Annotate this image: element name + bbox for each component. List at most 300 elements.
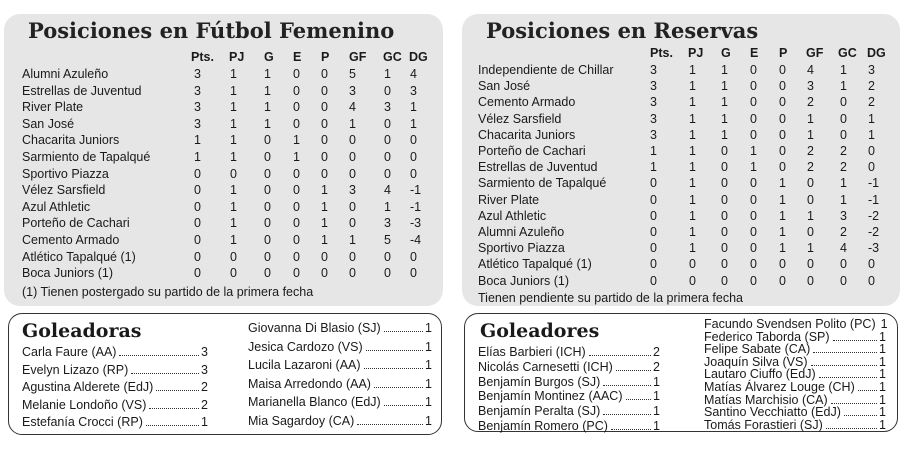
cell-p: 1	[779, 208, 786, 223]
cell-gc: 0	[840, 273, 847, 288]
header-pj: PJ	[229, 50, 245, 64]
cell-g: 0	[721, 241, 728, 256]
team-name: Cemento Armado	[478, 95, 576, 110]
cell-pj: 1	[230, 233, 237, 247]
scorer-goals: 2	[201, 380, 208, 394]
table-row	[0, 224, 910, 240]
cell-gf: 0	[349, 166, 356, 181]
dot-leader	[374, 387, 423, 388]
dot-leader	[384, 405, 423, 406]
scorer-goals: 2	[653, 359, 660, 374]
cell-pts: 0	[194, 233, 201, 247]
scorer-name: Marianella Blanco (EdJ)	[248, 395, 381, 409]
cell-p: 1	[779, 241, 786, 256]
cell-g: 0	[264, 249, 271, 264]
scorer-item	[248, 339, 432, 355]
scorer-name: Benjamín Burgos (SJ)	[478, 374, 601, 389]
cell-p: 0	[779, 257, 786, 272]
header-e: E	[750, 46, 759, 60]
cell-p: 0	[321, 166, 328, 181]
team-name: Estrellas de Juventud	[22, 83, 142, 98]
cell-gc: 4	[384, 183, 391, 198]
cell-g: 0	[721, 257, 728, 272]
cell-gf: 4	[807, 63, 814, 77]
scorer-name: Evelyn Lizazo (RP)	[22, 362, 129, 377]
team-name: Vélez Sarsfield	[22, 183, 106, 198]
table-row	[0, 143, 910, 159]
header-e: E	[293, 50, 302, 64]
cell-dg: -1	[868, 176, 880, 191]
reservas-header-row	[0, 46, 910, 62]
cell-p: 0	[779, 160, 786, 175]
cell-gf: 4	[349, 100, 356, 115]
cell-pts: 3	[650, 95, 657, 110]
cell-g: 1	[721, 95, 728, 110]
scorer-name: Tomás Forastieri (SJ)	[704, 417, 823, 432]
cell-pj: 1	[230, 133, 237, 148]
cell-dg: 0	[868, 160, 875, 175]
scorer-goals: 1	[653, 374, 660, 389]
scorer-item	[478, 388, 660, 404]
cell-pts: 0	[194, 183, 201, 198]
cell-pts: 0	[650, 225, 657, 239]
cell-e: 0	[293, 233, 300, 247]
scorer-name: Carla Faure (AA)	[22, 345, 117, 359]
cell-pj: 1	[689, 241, 696, 256]
table-row	[0, 159, 910, 175]
cell-gc: 0	[384, 83, 391, 98]
cell-p: 0	[779, 144, 786, 158]
cell-dg: -1	[410, 199, 422, 214]
cell-g: 0	[264, 183, 271, 198]
team-name: Alumni Azuleño	[22, 67, 109, 81]
team-name: Porteño de Cachari	[478, 144, 586, 158]
cell-pts: 0	[650, 241, 657, 256]
header-dg: DG	[409, 50, 428, 64]
scorer-name: Matías Álvarez Louge (CH)	[704, 380, 855, 394]
cell-pj: 1	[689, 95, 696, 110]
cell-e: 0	[750, 176, 757, 191]
cell-p: 0	[779, 127, 786, 142]
scorer-name: Giovanna Di Blasio (SJ)	[248, 321, 381, 335]
cell-pj: 1	[689, 79, 696, 94]
scorer-goals: 1	[879, 392, 886, 407]
cell-pts: 3	[650, 79, 657, 94]
table-row	[0, 62, 910, 78]
scorer-goals: 1	[879, 342, 886, 357]
table-row	[0, 208, 910, 224]
cell-pj: 1	[689, 144, 696, 158]
scorer-name: Nicolás Carnesetti (ICH)	[478, 359, 613, 374]
cell-dg: 0	[410, 249, 417, 264]
cell-p: 0	[321, 116, 328, 131]
dot-leader	[384, 331, 423, 332]
cell-e: 0	[750, 208, 757, 223]
cell-e: 0	[750, 63, 757, 77]
cell-gc: 0	[384, 116, 391, 131]
cell-gc: 4	[840, 241, 847, 256]
cell-g: 0	[264, 233, 271, 247]
cell-e: 0	[293, 249, 300, 264]
cell-g: 1	[264, 83, 271, 98]
scorer-name: Lautaro Ciuffo (EdJ)	[704, 367, 816, 382]
scorer-name: Federico Taborda (SP)	[704, 329, 830, 344]
dot-leader	[364, 368, 423, 369]
scorer-name: Felipe Sabate (CA)	[704, 342, 811, 357]
cell-gf: 1	[807, 208, 814, 223]
cell-dg: 3	[410, 83, 417, 98]
cell-p: 1	[321, 216, 328, 231]
cell-pts: 3	[194, 100, 201, 115]
cell-pts: 0	[650, 192, 657, 207]
scorer-goals: 1	[879, 417, 886, 432]
cell-e: 0	[750, 127, 757, 142]
scorer-item	[478, 374, 660, 390]
cell-g: 0	[264, 133, 271, 148]
cell-e: 0	[750, 111, 757, 126]
cell-pts: 1	[194, 150, 201, 164]
scorer-item	[478, 418, 660, 434]
cell-pts: 3	[650, 127, 657, 142]
cell-pts: 0	[194, 199, 201, 214]
cell-gc: 0	[384, 266, 391, 281]
reservas-title: Posiciones en Reservas	[486, 18, 759, 43]
cell-e: 1	[750, 144, 757, 158]
scorer-item	[704, 417, 886, 433]
cell-pts: 3	[194, 67, 201, 81]
scorer-name: Santino Vecchiatto (EdJ)	[704, 405, 841, 420]
cell-dg: 4	[410, 67, 417, 81]
cell-e: 0	[750, 225, 757, 239]
cell-gf: 1	[807, 127, 814, 142]
cell-p: 0	[779, 63, 786, 77]
cell-gf: 0	[349, 266, 356, 281]
reservas-note: Tienen pendiente su partido de la primera fecha	[478, 291, 743, 305]
cell-gc: 0	[384, 150, 391, 164]
team-name: Azul Athletic	[478, 208, 547, 223]
cell-dg: 0	[868, 144, 875, 158]
cell-pts: 3	[650, 111, 657, 126]
cell-dg: -2	[868, 208, 880, 223]
cell-dg: -3	[410, 216, 422, 231]
cell-dg: 2	[868, 79, 875, 94]
header-dg: DG	[867, 46, 886, 60]
scorer-goals: 1	[425, 358, 432, 372]
cell-g: 0	[264, 266, 271, 281]
team-name: Cemento Armado	[22, 233, 120, 247]
scorer-goals: 1	[880, 317, 888, 331]
cell-pj: 0	[230, 166, 237, 181]
scorer-item	[478, 344, 660, 360]
cell-pj: 1	[689, 63, 696, 77]
cell-g: 0	[721, 144, 728, 158]
team-name: San José	[22, 116, 75, 131]
cell-gc: 1	[840, 192, 847, 207]
table-row	[0, 111, 910, 127]
scorer-goals: 1	[879, 405, 886, 420]
scorer-goals: 1	[879, 329, 886, 344]
table-row	[0, 256, 910, 272]
team-name: River Plate	[22, 100, 84, 115]
cell-pj: 0	[689, 273, 696, 288]
cell-gc: 3	[384, 100, 391, 115]
header-p: P	[321, 50, 330, 64]
cell-pts: 0	[194, 266, 201, 281]
cell-gc: 0	[840, 127, 847, 142]
scorer-name: Agustina Alderete (EdJ)	[22, 380, 154, 394]
table-row	[0, 192, 910, 208]
cell-pj: 1	[689, 176, 696, 191]
cell-pj: 1	[230, 150, 237, 164]
cell-p: 0	[779, 273, 786, 288]
header-gc: GC	[383, 50, 402, 64]
dot-leader	[146, 425, 199, 426]
scorer-name: Elías Barbieri (ICH)	[478, 345, 586, 359]
cell-g: 1	[264, 100, 271, 115]
cell-e: 0	[293, 199, 300, 214]
scorer-item	[248, 413, 432, 429]
cell-dg: 0	[868, 273, 875, 288]
scorer-item	[22, 397, 208, 413]
scorer-goals: 3	[201, 362, 208, 377]
header-g: G	[721, 46, 731, 60]
cell-dg: 0	[410, 133, 417, 148]
cell-g: 0	[721, 225, 728, 239]
team-name: Boca Juniors (1)	[478, 273, 570, 288]
cell-pts: 1	[650, 144, 657, 158]
cell-p: 0	[321, 266, 328, 281]
team-name: San José	[478, 79, 531, 94]
cell-gf: 0	[807, 273, 814, 288]
cell-pts: 3	[194, 116, 201, 131]
cell-p: 1	[321, 233, 328, 247]
cell-gc: 0	[384, 166, 391, 181]
cell-gf: 0	[349, 199, 356, 214]
cell-gf: 2	[807, 95, 814, 110]
cell-pts: 3	[650, 63, 657, 77]
cell-gc: 0	[840, 257, 847, 272]
cell-pj: 1	[230, 183, 237, 198]
cell-g: 0	[721, 160, 728, 175]
cell-gc: 0	[384, 249, 391, 264]
cell-p: 0	[321, 100, 328, 115]
cell-g: 1	[721, 127, 728, 142]
cell-dg: 0	[410, 166, 417, 181]
header-pj: PJ	[688, 46, 704, 60]
header-p: P	[779, 46, 788, 60]
cell-g: 1	[721, 79, 728, 94]
dot-leader	[156, 390, 199, 391]
scorer-name: Mia Sagardoy (CA)	[248, 413, 355, 428]
scorer-name: Matías Marchisio (CA)	[704, 392, 828, 407]
cell-g: 1	[721, 111, 728, 126]
scorer-name: Joaquín Silva (VS)	[704, 354, 808, 369]
dot-leader	[603, 414, 651, 415]
cell-pts: 1	[194, 133, 201, 148]
scorer-name: Estefanía Crocci (RP)	[22, 415, 143, 429]
scorer-name: Benjamín Montinez (AAC)	[478, 389, 623, 404]
cell-e: 0	[750, 257, 757, 272]
cell-dg: -4	[410, 233, 422, 247]
cell-dg: 0	[410, 150, 417, 164]
team-name: Azul Athletic	[22, 199, 91, 214]
cell-gf: 3	[349, 183, 356, 198]
cell-gf: 1	[807, 111, 814, 126]
cell-p: 0	[321, 67, 328, 81]
dot-leader	[611, 429, 651, 430]
scorer-item	[248, 376, 432, 392]
cell-gf: 3	[349, 83, 356, 98]
cell-gc: 0	[384, 133, 391, 148]
cell-g: 0	[264, 216, 271, 231]
cell-e: 0	[750, 79, 757, 94]
cell-pts: 0	[650, 208, 657, 223]
cell-gf: 0	[349, 249, 356, 264]
cell-pj: 1	[230, 83, 237, 98]
team-name: Sarmiento de Tapalqué	[22, 150, 151, 164]
team-name: River Plate	[478, 192, 540, 207]
dot-leader	[366, 350, 423, 351]
cell-e: 0	[293, 183, 300, 198]
scorer-goals: 3	[201, 345, 208, 359]
cell-p: 0	[321, 150, 328, 164]
team-name: Vélez Sarsfield	[478, 111, 562, 126]
cell-dg: 1	[410, 100, 417, 115]
cell-pj: 1	[689, 111, 696, 126]
cell-p: 1	[779, 192, 786, 207]
scorer-goals: 1	[425, 395, 432, 409]
cell-gf: 2	[807, 144, 814, 158]
cell-e: 0	[750, 273, 757, 288]
cell-e: 0	[293, 83, 300, 98]
scorer-goals: 1	[879, 354, 886, 369]
cell-g: 1	[264, 67, 271, 81]
dot-leader	[589, 355, 651, 356]
cell-p: 0	[321, 83, 328, 98]
cell-pts: 0	[194, 166, 201, 181]
scorer-goals: 1	[879, 367, 886, 382]
dot-leader	[616, 370, 651, 371]
cell-gf: 0	[349, 133, 356, 148]
cell-gf: 0	[807, 225, 814, 239]
cell-pj: 0	[230, 249, 237, 264]
team-name: Alumni Azuleño	[478, 225, 565, 239]
cell-gf: 1	[349, 233, 356, 247]
cell-gc: 5	[384, 233, 391, 247]
cell-pj: 1	[689, 160, 696, 175]
scorer-goals: 1	[653, 419, 660, 433]
header-gf: GF	[349, 50, 367, 64]
team-name: Estrellas de Juventud	[478, 160, 598, 175]
team-name: Sportivo Piazza	[22, 166, 109, 181]
cell-dg: 1	[868, 127, 875, 142]
team-name: Chacarita Juniors	[22, 133, 120, 148]
scorer-goals: 2	[201, 397, 208, 412]
cell-dg: -3	[868, 241, 880, 256]
cell-e: 0	[293, 116, 300, 131]
cell-gf: 0	[349, 150, 356, 164]
cell-pts: 0	[194, 216, 201, 231]
cell-p: 0	[321, 249, 328, 264]
scorer-goals: 1	[425, 321, 432, 335]
table-row	[0, 94, 910, 110]
cell-gc: 3	[384, 216, 391, 231]
cell-gf: 0	[807, 176, 814, 191]
dot-leader	[357, 424, 423, 425]
cell-p: 0	[779, 95, 786, 110]
cell-pts: 3	[194, 83, 201, 98]
cell-dg: 2	[868, 95, 875, 110]
cell-e: 0	[750, 241, 757, 256]
cell-p: 1	[779, 225, 786, 239]
cell-dg: 0	[868, 257, 875, 272]
scorer-item	[22, 379, 208, 395]
cell-e: 0	[293, 166, 300, 181]
cell-e: 1	[750, 160, 757, 175]
header-pts: Pts.	[650, 46, 673, 60]
cell-g: 0	[264, 150, 271, 164]
cell-g: 0	[264, 199, 271, 214]
team-name: Sportivo Piazza	[478, 241, 565, 256]
scorer-name: Benjamín Peralta (SJ)	[478, 404, 601, 419]
cell-gf: 0	[807, 257, 814, 272]
cell-pj: 0	[689, 257, 696, 272]
header-gf: GF	[806, 46, 824, 60]
header-pts: Pts.	[191, 50, 214, 64]
team-name: Sarmiento de Tapalqué	[478, 176, 607, 191]
table-row	[0, 127, 910, 143]
scorer-item	[22, 414, 208, 430]
scorer-goals: 1	[201, 415, 208, 429]
cell-g: 0	[721, 176, 728, 191]
cell-gc: 1	[384, 199, 391, 214]
cell-dg: -1	[410, 183, 422, 198]
cell-gf: 0	[807, 192, 814, 207]
cell-g: 0	[721, 192, 728, 207]
cell-gc: 2	[840, 225, 847, 239]
scorer-goals: 1	[653, 389, 660, 404]
cell-p: 1	[321, 183, 328, 198]
cell-dg: -2	[868, 225, 880, 239]
goleadoras-title: Goleadoras	[22, 320, 142, 342]
cell-gf: 1	[349, 116, 356, 131]
cell-gf: 1	[807, 241, 814, 256]
cell-pj: 1	[230, 100, 237, 115]
cell-gc: 0	[840, 111, 847, 126]
cell-g: 0	[721, 208, 728, 223]
scorer-item	[248, 320, 432, 336]
cell-dg: 1	[868, 111, 875, 126]
scorer-goals: 2	[653, 345, 660, 359]
cell-dg: 0	[410, 266, 417, 281]
cell-pts: 0	[194, 249, 201, 264]
table-row	[0, 78, 910, 94]
cell-p: 1	[321, 199, 328, 214]
cell-gf: 3	[807, 79, 814, 94]
cell-pj: 1	[689, 225, 696, 239]
cell-gc: 2	[840, 160, 847, 175]
scorer-name: Facundo Svendsen Polito (PC)	[704, 317, 876, 331]
cell-g: 1	[721, 63, 728, 77]
scorer-goals: 1	[879, 380, 886, 394]
cell-dg: 1	[410, 116, 417, 131]
cell-gc: 3	[840, 208, 847, 223]
team-name: Boca Juniors (1)	[22, 266, 114, 281]
cell-pj: 1	[689, 208, 696, 223]
cell-pj: 1	[230, 67, 237, 81]
femenino-note: (1) Tienen postergado su partido de la primera fecha	[22, 285, 314, 299]
team-name: Atlético Tapalqué (1)	[478, 257, 592, 272]
